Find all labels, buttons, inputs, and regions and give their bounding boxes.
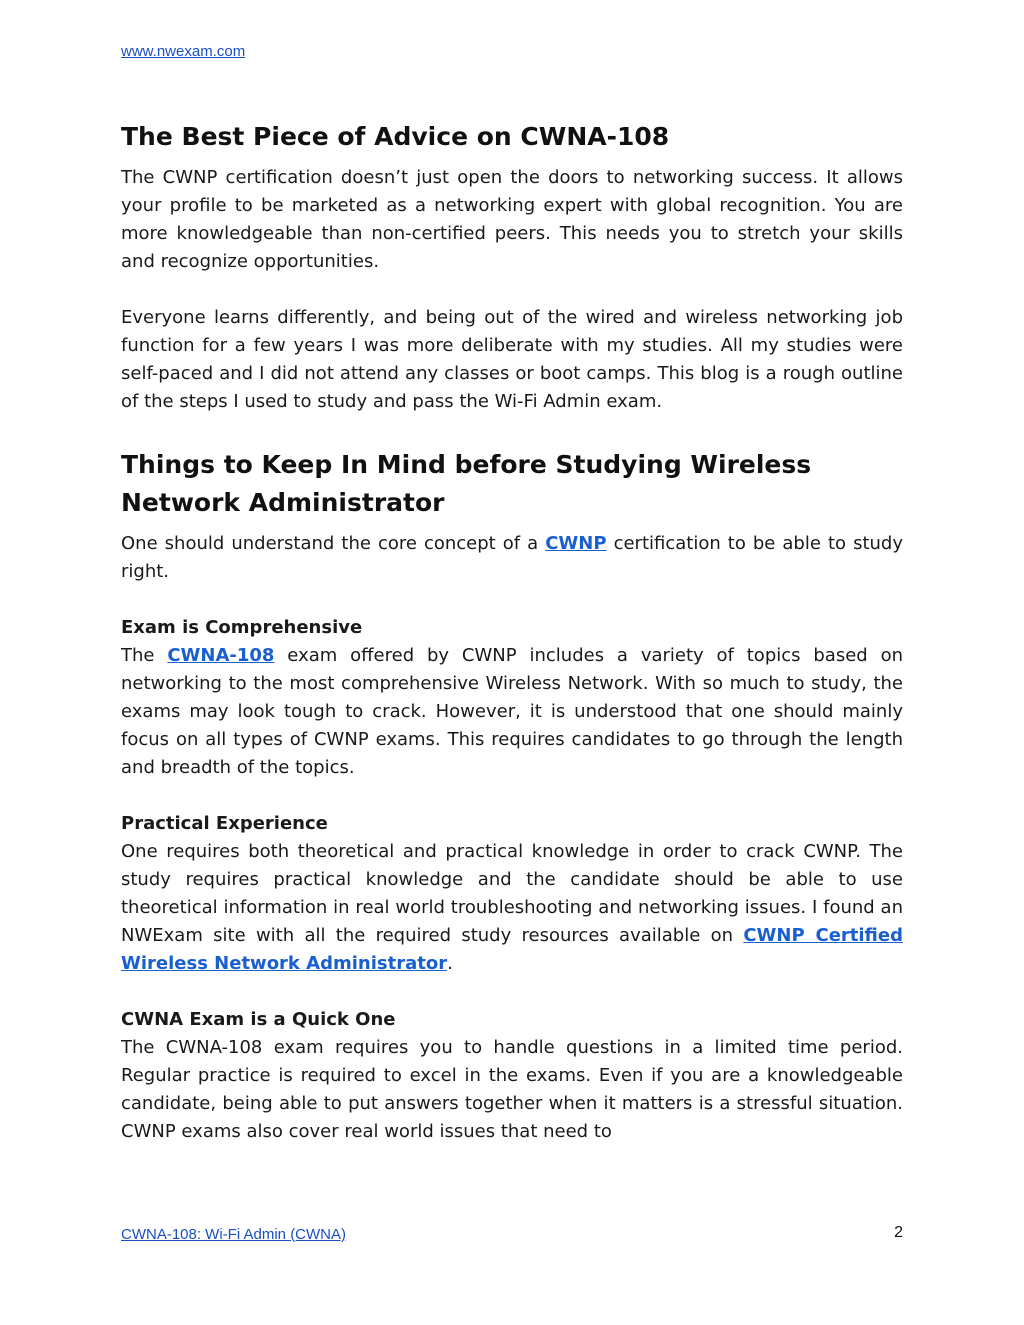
section-quick-exam: [121, 1006, 903, 1146]
cwna-108-link[interactable]: CWNA-108: [167, 645, 275, 666]
core-concept-text-start: One should understand the core concept of a: [121, 533, 546, 554]
exam-comprehensive-text-start: The: [121, 645, 168, 666]
intro-paragraph-2: Everyone learns differently, and being out of the wired and wireless networking job function for a few years I was more deliberate with my studies. All my studies were self-paced and I did not attend any classes or boot camps. This blog is a rough outline of the steps I used to study and pass the Wi-Fi Admin exam.: [121, 307, 903, 412]
quick-exam-title: CWNA Exam is a Quick One: [121, 1009, 396, 1030]
exam-comprehensive-title: Exam is Comprehensive: [121, 617, 363, 638]
page-number: 2: [894, 1224, 903, 1241]
exam-comprehensive-paragraph: [121, 642, 903, 782]
practical-experience-title: Practical Experience: [121, 813, 328, 834]
practical-experience-text-end: .: [447, 953, 453, 974]
section-heading: Things to Keep In Mind before Studying Wireless Network Administrator: [121, 450, 812, 517]
article-title: The Best Piece of Advice on CWNA-108: [121, 122, 670, 151]
intro-paragraph-1: The CWNP certification doesn’t just open the doors to networking success. It allows your profile to be marketed as a networking expert with global recognition. You are more knowledgeable than non-certified peers. This needs you to stretch your skills and recognize opportunities.: [121, 167, 903, 272]
core-concept-text-end: certification to be able to study right.: [121, 533, 903, 582]
quick-exam-paragraph: The CWNA-108 exam requires you to handle questions in a limited time period. Regular practice is required to excel in the exams. Even if you are a knowledgeable candidate, being able to put answers together when it matters is a stressful situation. CWNP exams also cover real world issues that need to: [121, 1037, 903, 1142]
cwnp-link[interactable]: CWNP: [545, 533, 607, 554]
site-link[interactable]: www.nwexam.com: [121, 43, 246, 60]
section-exam-comprehensive: [121, 614, 903, 782]
section-practical-experience: [121, 810, 903, 978]
core-concept-paragraph: [121, 530, 903, 586]
footer-title-link[interactable]: CWNA-108: Wi-Fi Admin (CWNA): [121, 1226, 347, 1243]
practical-experience-text-start: One requires both theoretical and practical knowledge in order to crack CWNP. The study requires practical knowledge and the candidate should be able to use theoretical information in real world troubleshooting and networking issues. I found an NWExam site with all the required study resources available on: [121, 841, 903, 946]
article-body: [121, 118, 903, 1146]
cwnp-certified-link[interactable]: CWNP Certified Wireless Network Administrator: [121, 925, 903, 974]
exam-comprehensive-text-end: exam offered by CWNP includes a variety of topics based on networking to the most comprehensive Wireless Network. With so much to study, the exams may look tough to crack. However, it is understood that one should mainly focus on all types of CWNP exams. This requires candidates to go through the length and breadth of the topics.: [121, 645, 903, 778]
practical-experience-paragraph: [121, 838, 903, 978]
